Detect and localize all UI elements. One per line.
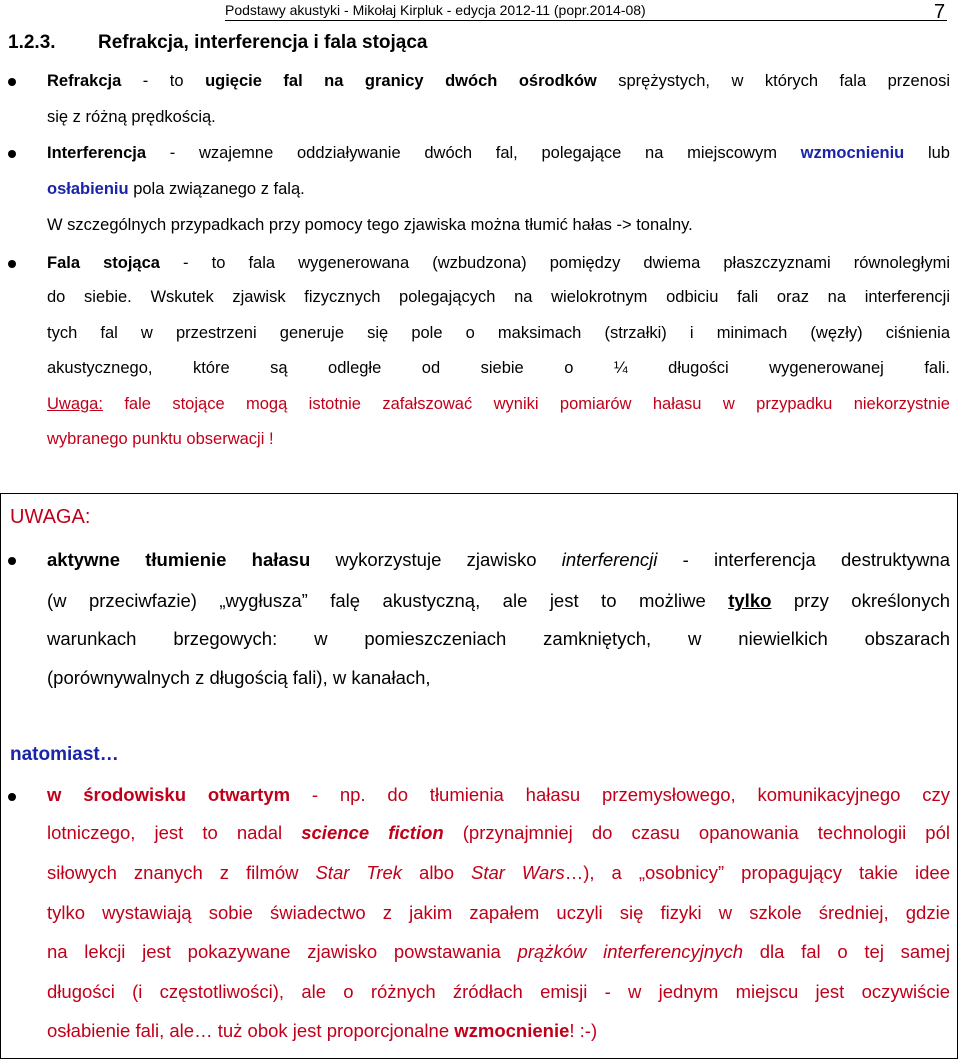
section-title-text: Refrakcja, interferencja i fala stojąca — [98, 32, 428, 53]
bullet — [8, 260, 16, 268]
interferencja-line-3: W szczególnych przypadkach przy pomocy tego zjawiska można tłumić hałas -> tonalny. — [47, 216, 693, 234]
bullet — [8, 150, 16, 158]
fala-stojaca-line-1: Fala stojąca - to fala wygenerowana (wzbudzona) pomiędzy dwiema płaszczyznami równoległymi — [47, 254, 951, 272]
note-p1-line-4: (porównywalnych z długością fali), w kanałach, — [47, 667, 431, 688]
interferencja-line-1: Interferencja - wzajemne oddziaływanie dwóch fal, polegające na miejscowym wzmocnieniu lub — [47, 144, 950, 162]
section-number: 1.2.3. — [8, 32, 56, 53]
bullet — [8, 557, 16, 565]
warning-line-1: Uwaga: fale stojące mogą istotnie zafałszować wyniki pomiarów hałasu w przypadku niekorzystnie — [47, 395, 950, 413]
note-p2-line-7: osłabienie fali, ale… tuż obok jest proporcjonalne wzmocnienie! :-) — [47, 1020, 598, 1041]
natomiast-heading: natomiast… — [10, 744, 119, 765]
interferencja-line-2: osłabieniu pola związanego z falą. — [47, 180, 305, 198]
note-p2-line-2: lotniczego, jest to nadal science fiction (przynajmniej do czasu opanowania technologii pól — [47, 822, 950, 843]
fala-stojaca-line-2: do siebie. Wskutek zjawisk fizycznych polegających na wielokrotnym odbiciu fali oraz na interferencji — [47, 288, 950, 306]
note-p1-line-1: aktywne tłumienie hałasu wykorzystuje zjawisko interferencji - interferencja destruktywna — [47, 549, 950, 570]
bullet — [8, 78, 16, 86]
refrakcja-line-1: Refrakcja - to ugięcie fal na granicy dwóch ośrodków sprężystych, w których fala przenosi — [47, 72, 950, 90]
running-header: Podstawy akustyki - Mikołaj Kirpluk - edycja 2012-11 (popr.2014-08) — [225, 2, 646, 18]
note-box — [0, 493, 958, 1059]
note-title: UWAGA: — [10, 506, 91, 528]
header-rule — [225, 20, 947, 21]
fala-stojaca-line-3: tych fal w przestrzeni generuje się pole o maksimach (strzałki) i minimach (węzły) ciśnienia — [47, 324, 950, 342]
refrakcja-line-2: się z różną prędkością. — [47, 108, 216, 126]
note-p2-line-4: tylko wystawiają sobie świadectwo z jakim zapałem uczyli się fizyki w szkole średniej, gdzie — [47, 902, 950, 923]
note-p2-line-6: długości (i częstotliwości), ale o różnych źródłach emisji - w jednym miejscu jest oczywiście — [47, 981, 950, 1002]
bullet — [8, 793, 16, 801]
note-p2-line-5: na lekcji jest pokazywane zjawisko powstawania prążków interferencyjnych dla fal o tej samej — [47, 941, 950, 962]
note-p2-line-1: w środowisku otwartym - np. do tłumienia hałasu przemysłowego, komunikacyjnego czy — [47, 784, 950, 805]
warning-line-2: wybranego punktu obserwacji ! — [47, 430, 274, 448]
note-p1-line-3: warunkach brzegowych: w pomieszczeniach zamkniętych, w niewielkich obszarach — [47, 628, 950, 649]
note-p2-line-3: siłowych znanych z filmów Star Trek albo Star Wars…), a „osobnicy” propagujący takie idee — [47, 862, 950, 883]
section-title — [8, 32, 428, 54]
fala-stojaca-line-4: akustycznego, które są odległe od siebie o ¼ długości wygenerowanej fali. — [47, 359, 950, 377]
note-p1-line-2: (w przeciwfazie) „wygłusza” falę akustyczną, ale jest to możliwe tylko przy określonych — [47, 590, 950, 611]
page-number: 7 — [934, 1, 946, 23]
